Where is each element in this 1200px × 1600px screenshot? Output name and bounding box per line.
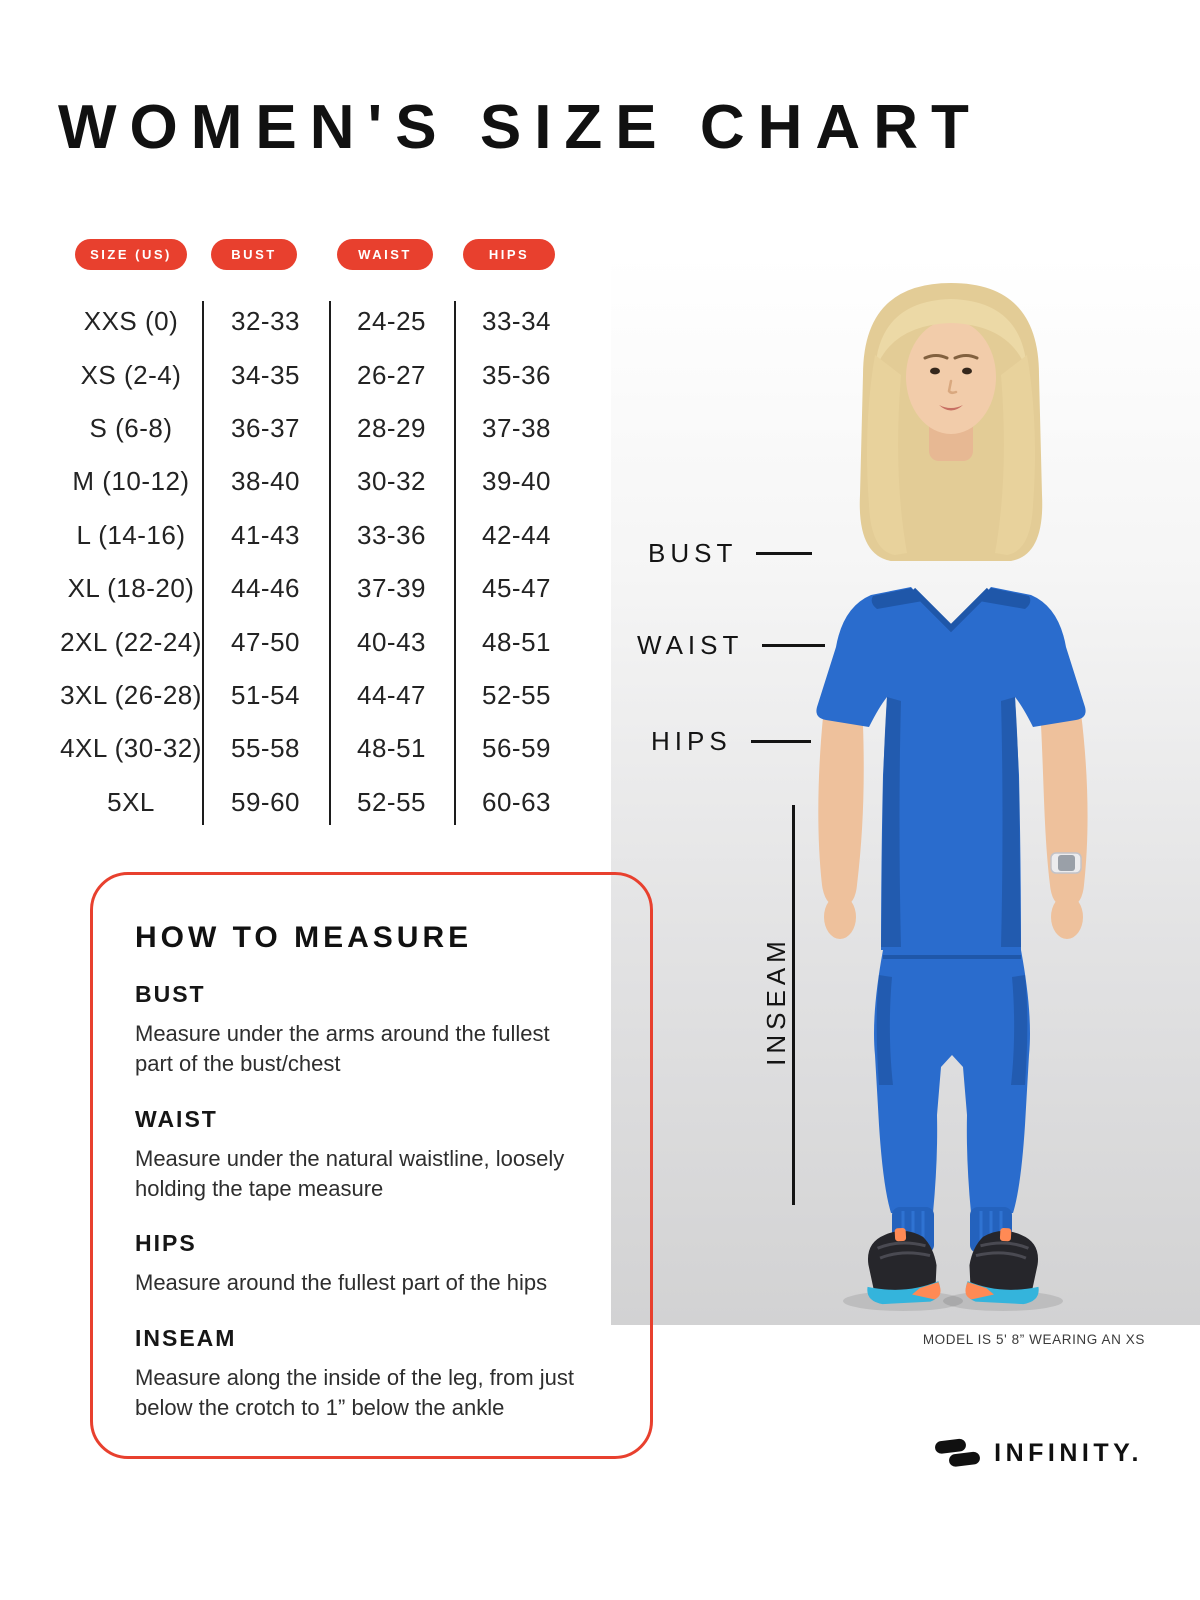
hips-cell: 33-34 <box>482 306 551 337</box>
size-cell: 4XL (30-32) <box>60 733 202 764</box>
hips-cell: 48-51 <box>482 626 551 657</box>
how-to-measure-box <box>90 872 653 1459</box>
size-chart-table <box>60 295 579 829</box>
waist-cell: 28-29 <box>357 412 426 443</box>
measure-section-heading: INSEAM <box>135 1324 237 1351</box>
hips-cell: 45-47 <box>482 573 551 604</box>
table-column-divider <box>329 301 331 825</box>
waist-cell: 24-25 <box>357 306 426 337</box>
hips-callout <box>651 726 811 757</box>
measure-section-text: Measure along the inside of the leg, from just below the crotch to 1” below the ankle <box>135 1364 575 1421</box>
bust-cell: 32-33 <box>231 306 300 337</box>
waist-cell: 37-39 <box>357 573 426 604</box>
size-cell: 2XL (22-24) <box>60 626 202 657</box>
bust-cell: 34-35 <box>231 359 300 390</box>
waist-cell: 26-27 <box>357 359 426 390</box>
measure-section-inseam <box>135 1325 610 1424</box>
size-cell: S (6-8) <box>89 412 173 443</box>
bust-cell: 44-46 <box>231 573 300 604</box>
measure-section-bust <box>135 981 610 1080</box>
bust-callout-line <box>756 552 812 555</box>
table-column-divider <box>454 301 456 825</box>
measure-section-heading: WAIST <box>135 1105 218 1132</box>
header-pill-hips: HIPS <box>463 239 555 270</box>
bust-cell: 41-43 <box>231 519 300 550</box>
waist-cell: 48-51 <box>357 733 426 764</box>
hips-cell: 52-55 <box>482 679 551 710</box>
bust-cell: 38-40 <box>231 466 300 497</box>
waist-cell: 44-47 <box>357 679 426 710</box>
measure-section-text: Measure under the arms around the fullest part of the bust/chest <box>135 1021 550 1077</box>
header-pill-bust: BUST <box>211 239 297 270</box>
size-cell: XL (18-20) <box>67 573 195 604</box>
brand-wordmark: INFINITY. <box>994 1438 1143 1467</box>
brand-logo <box>934 1438 1143 1468</box>
waist-cell: 33-36 <box>357 519 426 550</box>
measure-section-hips <box>135 1230 610 1298</box>
waist-callout-line <box>762 644 825 647</box>
header-pill-size: SIZE (US) <box>75 239 187 270</box>
size-cell: 5XL <box>107 786 155 817</box>
model-photo <box>611 255 1200 1325</box>
waist-callout-label: WAIST <box>637 630 744 660</box>
model-illustration <box>611 255 1200 1325</box>
hips-cell: 35-36 <box>482 359 551 390</box>
inseam-callout-label: INSEAM <box>760 936 791 1066</box>
page-title: WOMEN'S SIZE CHART <box>58 93 982 162</box>
bust-cell: 51-54 <box>231 679 300 710</box>
hips-cell: 37-38 <box>482 412 551 443</box>
hips-cell: 60-63 <box>482 786 551 817</box>
hips-cell: 42-44 <box>482 519 551 550</box>
measure-section-heading: HIPS <box>135 1230 197 1257</box>
hips-cell: 39-40 <box>482 466 551 497</box>
bust-cell: 47-50 <box>231 626 300 657</box>
size-cell: L (14-16) <box>76 519 186 550</box>
bust-callout-label: BUST <box>648 538 738 568</box>
waist-cell: 52-55 <box>357 786 426 817</box>
inseam-callout-line <box>792 805 795 1205</box>
measure-section-heading: BUST <box>135 981 206 1007</box>
header-pill-waist: WAIST <box>337 239 433 270</box>
waist-cell: 30-32 <box>357 466 426 497</box>
table-column-divider <box>202 301 204 825</box>
hips-callout-line <box>751 740 811 743</box>
size-cell: XS (2-4) <box>80 359 182 390</box>
waist-callout <box>637 630 825 661</box>
hips-cell: 56-59 <box>482 733 551 764</box>
waist-cell: 40-43 <box>357 626 426 657</box>
measure-section-waist <box>135 1106 610 1205</box>
infinity-logo-icon <box>934 1438 982 1468</box>
bust-cell: 55-58 <box>231 733 300 764</box>
bust-cell: 36-37 <box>231 412 300 443</box>
how-to-measure-title: HOW TO MEASURE <box>135 921 473 954</box>
size-cell: XXS (0) <box>83 306 179 337</box>
hips-callout-label: HIPS <box>651 726 732 756</box>
model-caption: MODEL IS 5' 8” WEARING AN XS <box>922 1332 1145 1347</box>
size-cell: 3XL (26-28) <box>60 679 202 710</box>
size-cell: M (10-12) <box>72 466 190 497</box>
bust-callout <box>648 538 812 569</box>
bust-cell: 59-60 <box>231 786 300 817</box>
measure-section-text: Measure under the natural waistline, loosely holding the tape measure <box>135 1145 565 1202</box>
measure-section-text: Measure around the fullest part of the hips <box>135 1270 548 1296</box>
